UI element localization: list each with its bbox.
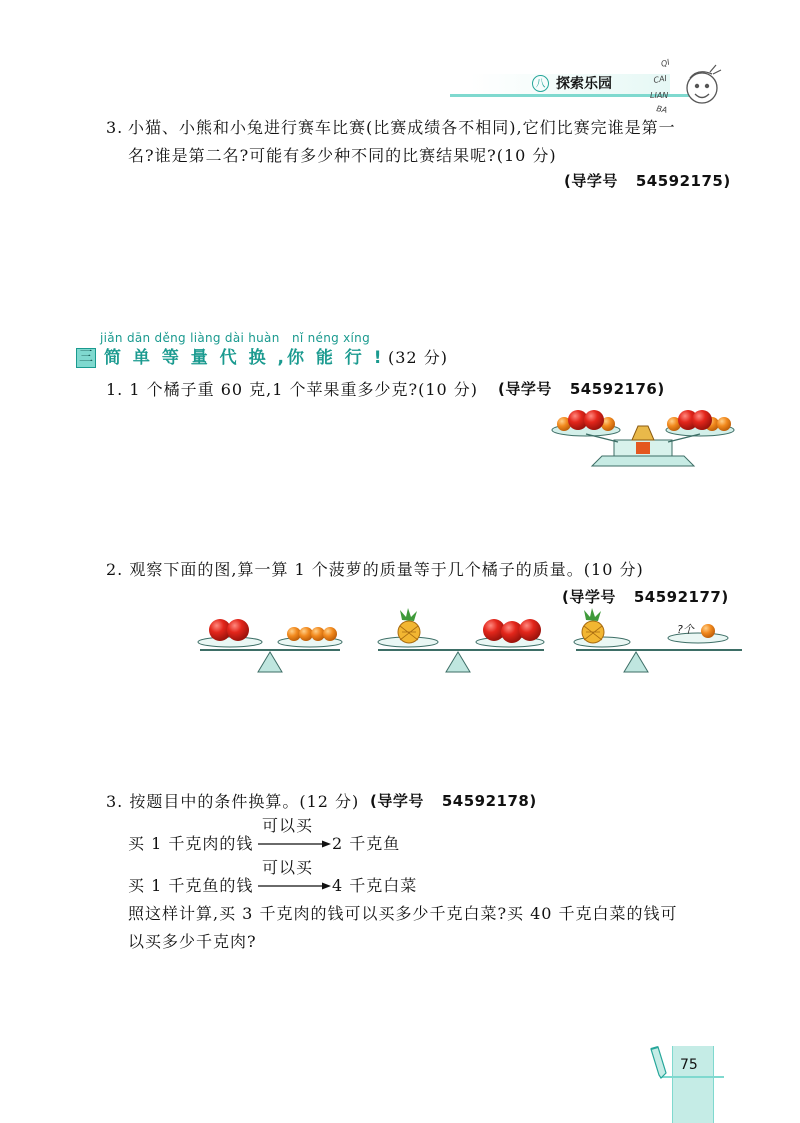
section-marker bbox=[76, 348, 96, 368]
question-line-2: 名?谁是第二名?可能有多少种不同的比赛结果呢?(10 分) bbox=[128, 146, 557, 165]
question-3-text: 3. 按题目中的条件换算。(12 分) bbox=[106, 792, 360, 811]
guide-code: 54592176) bbox=[569, 380, 665, 398]
question-1-text: 1. 1 个橘子重 60 克,1 个苹果重多少克?(10 分) bbox=[106, 380, 479, 399]
seesaw-1 bbox=[198, 619, 342, 672]
orange-icon bbox=[323, 627, 337, 641]
section-title: 简 单 等 量 代 换 ,你 能 行 ! bbox=[104, 348, 385, 368]
seesaw-3 bbox=[574, 608, 742, 672]
guide-label: (导学号 bbox=[564, 172, 618, 190]
guide-label: (导学号 bbox=[562, 588, 616, 606]
orange-icon bbox=[717, 417, 731, 431]
right-arrow-icon bbox=[258, 839, 332, 849]
chapter-badge bbox=[532, 75, 549, 92]
guide-label: (导学号 bbox=[370, 792, 424, 810]
apple-icon bbox=[227, 619, 249, 641]
orange-icon bbox=[299, 627, 313, 641]
seesaw-2 bbox=[378, 608, 544, 672]
apples-right bbox=[678, 410, 712, 430]
right-arrow-icon bbox=[258, 881, 332, 891]
section-score: (32 分) bbox=[388, 348, 448, 367]
guide-code: 54592175) bbox=[635, 172, 731, 190]
chapter-number: 八 bbox=[535, 79, 546, 90]
rule-2-left: 买 1 千克鱼的钱 bbox=[128, 876, 254, 895]
question-3-line-2: 以买多少千克肉? bbox=[128, 932, 257, 951]
question-2-text: 2. 观察下面的图,算一算 1 个菠萝的质量等于几个橘子的质量。(10 分) bbox=[106, 560, 644, 579]
chapter-title: 探索乐园 bbox=[556, 76, 612, 92]
rule-2-arrow-label: 可以买 bbox=[262, 858, 314, 877]
section-marker-text: 三 bbox=[79, 349, 93, 365]
rule-2-right: 4 千克白菜 bbox=[332, 876, 418, 895]
header-logo bbox=[640, 50, 724, 120]
guide-code: 54592177) bbox=[633, 588, 729, 606]
question-3-line-1: 照这样计算,买 3 千克肉的钱可以买多少千克白菜?买 40 千克白菜的钱可 bbox=[128, 904, 678, 923]
rule-1-arrow-label: 可以买 bbox=[262, 816, 314, 835]
question-number: 3. bbox=[106, 118, 124, 137]
scale-pointer bbox=[632, 426, 654, 440]
orange-icon bbox=[311, 627, 325, 641]
pan-balance-scale bbox=[548, 400, 738, 474]
pineapple-icon bbox=[582, 608, 604, 643]
unknown-count-label: ?个 bbox=[677, 623, 694, 636]
scale-base bbox=[592, 456, 694, 466]
svg-text:QI: QI bbox=[659, 57, 671, 69]
left-plate bbox=[198, 637, 262, 647]
guide-number bbox=[370, 790, 537, 811]
svg-text:LIAN: LIAN bbox=[650, 91, 669, 100]
rule-1-left: 买 1 千克肉的钱 bbox=[128, 834, 254, 853]
page-number: 75 bbox=[680, 1057, 698, 1073]
question-line-1: 小猫、小熊和小兔进行赛车比赛(比赛成绩各不相同),它们比赛完谁是第一 bbox=[128, 118, 676, 137]
section-pinyin: jiǎn dān děng liàng dài huàn nǐ néng xíng bbox=[100, 331, 370, 345]
svg-text:CAI: CAI bbox=[652, 73, 668, 85]
guide-number bbox=[498, 378, 665, 399]
svg-text:BA: BA bbox=[655, 104, 669, 115]
orange-icon bbox=[701, 624, 715, 638]
orange-icon bbox=[287, 627, 301, 641]
guide-label: (导学号 bbox=[498, 380, 552, 398]
apple-icon bbox=[692, 410, 712, 430]
apple-icon bbox=[519, 619, 541, 641]
guide-number bbox=[564, 170, 731, 191]
guide-code: 54592178) bbox=[441, 792, 537, 810]
guide-number bbox=[562, 586, 729, 607]
rule-1-right: 2 千克鱼 bbox=[332, 834, 401, 853]
pineapple-icon bbox=[398, 608, 420, 643]
apple-icon bbox=[584, 410, 604, 430]
pencil-icon bbox=[646, 1046, 670, 1080]
seesaw-diagrams bbox=[190, 608, 750, 678]
